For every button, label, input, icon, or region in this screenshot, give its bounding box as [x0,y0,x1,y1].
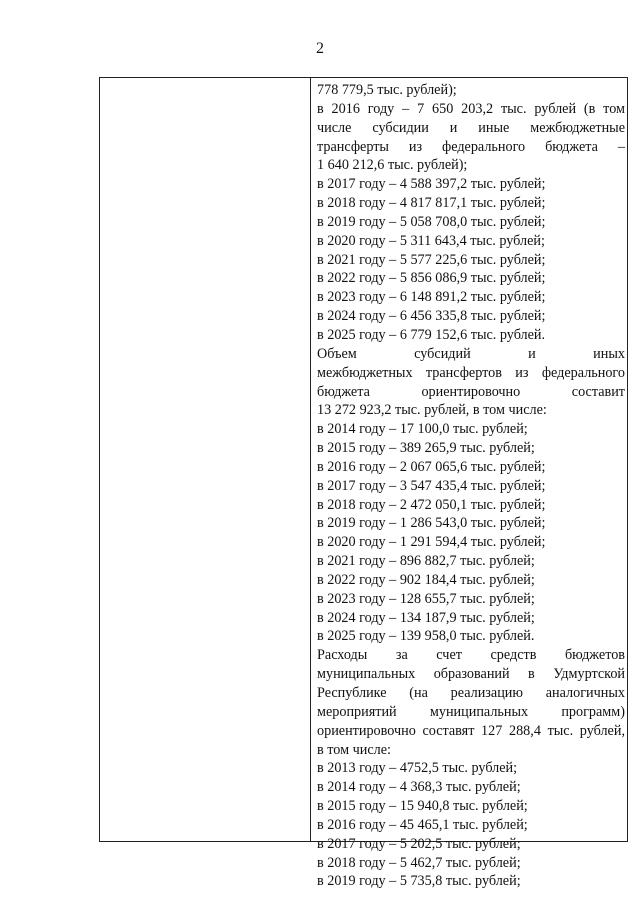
text-line: в 2015 году – 389 265,9 тыс. рублей; [317,440,535,457]
text-line: в 2015 году – 15 940,8 тыс. рублей; [317,798,528,815]
text-line: в 2018 году – 5 462,7 тыс. рублей; [317,854,521,871]
text-line: 1 640 212,6 тыс. рублей); [317,157,468,174]
text-line: в 2023 году – 6 148 891,2 тыс. рублей; [317,289,546,306]
text-line: в 2018 году – 4 817 817,1 тыс. рублей; [317,195,546,212]
text-line: числе субсидии и иные межбюджетные [317,119,625,136]
text-line: 13 272 923,2 тыс. рублей, в том числе: [317,402,547,419]
text-line: Республике (на реализацию аналогичных [317,685,625,701]
text-line: в 2022 году – 5 856 086,9 тыс. рублей; [317,270,546,287]
table-right-cell [317,81,625,891]
text-line: в 2016 году – 7 650 203,2 тыс. рублей (в том [317,100,625,117]
text-line: в 2016 году – 45 465,1 тыс. рублей; [317,816,528,833]
text-line: в 2018 году – 2 472 050,1 тыс. рублей; [317,496,546,513]
table-left-cell [100,78,310,841]
text-line: в 2014 году – 4 368,3 тыс. рублей; [317,779,521,796]
text-line: Объем субсидий и иных [317,345,625,362]
text-line: в 2014 году – 17 100,0 тыс. рублей; [317,421,528,438]
text-line: ориентировочно составят 127 288,4 тыс. рублей, [317,722,625,739]
text-line: в 2013 году – 4752,5 тыс. рублей; [317,760,518,777]
text-line: в 2021 году – 5 577 225,6 тыс. рублей; [317,251,546,268]
text-line: в 2019 году – 1 286 543,0 тыс. рублей; [317,515,546,532]
text-line: в 2019 году – 5 735,8 тыс. рублей; [317,873,521,890]
text-line: муниципальных образований в Удмуртской [317,666,625,683]
text-line: в том числе: [317,741,391,758]
page-number: 2 [316,40,324,57]
text-line: в 2016 году – 2 067 065,6 тыс. рублей; [317,458,546,475]
text-line: в 2021 году – 896 882,7 тыс. рублей; [317,553,535,570]
text-line: трансферты из федерального бюджета – [317,138,625,155]
text-line: в 2025 году – 139 958,0 тыс. рублей. [317,628,535,645]
text-line: в 2022 году – 902 184,4 тыс. рублей; [317,571,535,588]
text-line: 778 779,5 тыс. рублей); [317,82,457,98]
text-line: в 2017 году – 5 202,5 тыс. рублей; [317,835,521,852]
text-line: в 2020 году – 5 311 643,4 тыс. рублей; [317,232,545,249]
document-table [99,77,628,890]
text-line: межбюджетных трансфертов из федерального [317,364,625,381]
text-line: в 2017 году – 4 588 397,2 тыс. рублей; [317,176,546,193]
text-line: бюджета ориентировочно составит [317,383,625,400]
text-line: мероприятий муниципальных программ) [317,703,625,720]
text-line: в 2023 году – 128 655,7 тыс. рублей; [317,590,535,607]
text-line: в 2017 году – 3 547 435,4 тыс. рублей; [317,477,546,494]
text-line: в 2019 году – 5 058 708,0 тыс. рублей; [317,213,546,230]
column-divider [310,78,311,841]
text-line: в 2025 году – 6 779 152,6 тыс. рублей. [317,326,546,343]
text-line: в 2024 году – 6 456 335,8 тыс. рублей; [317,308,546,325]
text-line: в 2020 году – 1 291 594,4 тыс. рублей; [317,534,546,551]
text-line: в 2024 году – 134 187,9 тыс. рублей; [317,609,535,626]
text-line: Расходы за счет средств бюджетов [317,647,625,664]
